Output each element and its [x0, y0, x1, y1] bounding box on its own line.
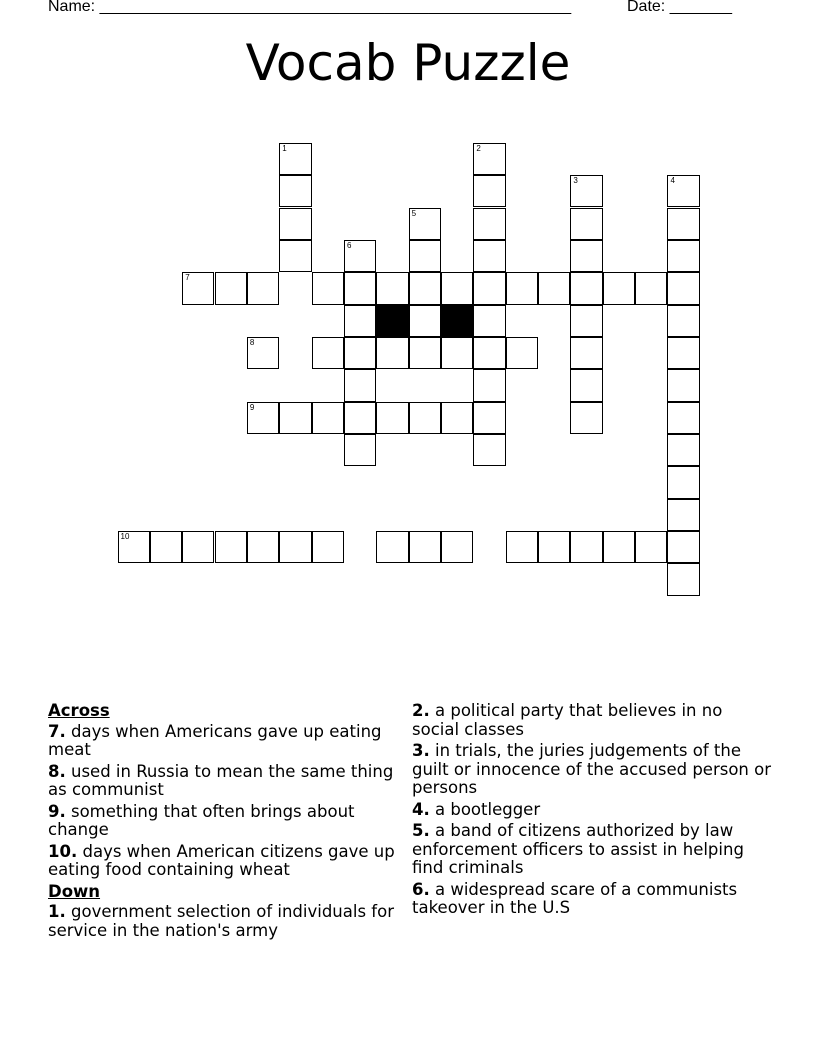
clue-number: 7	[185, 273, 190, 283]
grid-cell[interactable]	[376, 337, 408, 369]
name-field-label: Name: _____________________________________________________	[48, 0, 572, 15]
grid-cell[interactable]	[279, 208, 311, 240]
grid-cell[interactable]	[247, 531, 279, 563]
date-field-label: Date: _______	[627, 0, 732, 15]
across-clue	[48, 803, 398, 840]
clue-number-label: 8.	[48, 761, 66, 781]
grid-cell[interactable]	[570, 240, 602, 272]
grid-cell[interactable]	[247, 402, 279, 434]
grid-cell[interactable]	[279, 240, 311, 272]
clue-number-label: 2.	[412, 701, 430, 720]
clue-number: 1	[282, 143, 287, 153]
grid-cell[interactable]	[667, 175, 699, 207]
grid-cell[interactable]	[570, 175, 602, 207]
grid-cell[interactable]	[409, 240, 441, 272]
down-clue	[412, 801, 772, 820]
grid-cell[interactable]	[667, 240, 699, 272]
clues-right-column	[412, 702, 772, 921]
grid-cell[interactable]	[409, 402, 441, 434]
grid-cell[interactable]	[667, 402, 699, 434]
clue-number: 4	[670, 176, 675, 186]
grid-cell[interactable]	[635, 531, 667, 563]
across-clue	[48, 843, 398, 880]
grid-cell[interactable]	[247, 272, 279, 304]
grid-cell[interactable]	[635, 272, 667, 304]
grid-cell[interactable]	[441, 272, 473, 304]
down-clue	[412, 822, 772, 878]
clues-left-column	[48, 702, 398, 943]
grid-cell[interactable]	[441, 531, 473, 563]
black-cell	[376, 305, 408, 337]
grid-cell[interactable]	[344, 402, 376, 434]
grid-cell[interactable]	[473, 337, 505, 369]
grid-cell[interactable]	[409, 531, 441, 563]
grid-cell[interactable]	[506, 337, 538, 369]
grid-cell[interactable]	[376, 272, 408, 304]
clue-number: 10	[120, 532, 130, 542]
clue-number-label: 7.	[48, 721, 66, 741]
grid-cell[interactable]	[409, 272, 441, 304]
grid-cell[interactable]	[473, 369, 505, 401]
clue-text: a bootlegger	[429, 799, 541, 819]
grid-cell[interactable]	[344, 337, 376, 369]
grid-cell[interactable]	[667, 531, 699, 563]
clue-text: days when American citizens gave up eating food containing wheat	[48, 841, 395, 879]
grid-cell[interactable]	[344, 240, 376, 272]
clue-text: used in Russia to mean the same thing as communist	[48, 761, 394, 799]
grid-cell[interactable]	[312, 337, 344, 369]
grid-cell[interactable]	[570, 272, 602, 304]
grid-cell[interactable]	[538, 272, 570, 304]
grid-cell[interactable]	[570, 402, 602, 434]
grid-cell[interactable]	[279, 531, 311, 563]
page-title: Vocab Puzzle	[245, 34, 571, 92]
grid-cell[interactable]	[506, 531, 538, 563]
grid-cell[interactable]	[667, 337, 699, 369]
grid-cell[interactable]	[506, 272, 538, 304]
grid-cell[interactable]	[473, 143, 505, 175]
grid-cell[interactable]	[603, 272, 635, 304]
down-clue	[48, 903, 398, 940]
grid-cell[interactable]	[667, 272, 699, 304]
grid-cell[interactable]	[215, 531, 247, 563]
clue-number-label: 10.	[48, 841, 78, 861]
clue-text: a political party that believes in no social classes	[412, 701, 723, 739]
grid-cell[interactable]	[667, 434, 699, 466]
clue-text: in trials, the juries judgements of the guilt or innocence of the accused person or persons	[412, 741, 772, 797]
grid-cell[interactable]	[409, 337, 441, 369]
grid-cell[interactable]	[409, 208, 441, 240]
grid-cell[interactable]	[473, 175, 505, 207]
grid-cell[interactable]	[473, 402, 505, 434]
clue-number-label: 6.	[412, 879, 430, 899]
clue-number: 9	[249, 402, 255, 412]
grid-cell[interactable]	[570, 531, 602, 563]
clue-text: a widespread scare of a communists takeover in the U.S	[412, 879, 738, 917]
grid-cell[interactable]	[667, 208, 699, 240]
grid-cell[interactable]	[473, 208, 505, 240]
grid-cell[interactable]	[570, 337, 602, 369]
clue-text: days when Americans gave up eating meat	[48, 721, 382, 759]
clue-number-label: 3.	[412, 741, 430, 760]
down-clue	[412, 742, 772, 798]
clue-number-label: 4.	[412, 799, 430, 819]
grid-cell[interactable]	[441, 337, 473, 369]
grid-cell[interactable]	[667, 305, 699, 337]
grid-cell[interactable]	[279, 175, 311, 207]
grid-cell[interactable]	[215, 272, 247, 304]
down-clue-list-left	[48, 903, 398, 940]
black-cell	[441, 305, 473, 337]
clue-text: a band of citizens authorized by law enforcement officers to assist in helping find criminals	[412, 821, 744, 877]
grid-cell[interactable]	[409, 305, 441, 337]
across-heading: Across	[48, 701, 110, 720]
down-clue-list-right	[412, 702, 772, 918]
grid-cell[interactable]	[279, 402, 311, 434]
clue-number: 2	[476, 143, 481, 153]
grid-cell[interactable]	[667, 466, 699, 498]
clue-text: something that often brings about change	[48, 801, 355, 839]
grid-cell[interactable]	[667, 563, 699, 595]
grid-cell[interactable]	[344, 272, 376, 304]
grid-cell[interactable]	[150, 531, 182, 563]
grid-cell[interactable]	[570, 305, 602, 337]
grid-cell[interactable]	[473, 240, 505, 272]
grid-cell[interactable]	[312, 402, 344, 434]
grid-cell[interactable]	[570, 369, 602, 401]
grid-cell[interactable]	[473, 272, 505, 304]
clue-text: government selection of individuals for service in the nation's army	[48, 902, 394, 940]
grid-cell[interactable]	[667, 499, 699, 531]
clue-number: 5	[411, 208, 417, 218]
clue-number-label: 9.	[48, 801, 66, 821]
grid-cell[interactable]	[376, 402, 408, 434]
grid-cell[interactable]	[441, 402, 473, 434]
grid-cell[interactable]	[182, 272, 214, 304]
down-clue	[412, 881, 772, 918]
grid-cell[interactable]	[473, 434, 505, 466]
grid-cell[interactable]	[538, 531, 570, 563]
grid-cell[interactable]	[344, 369, 376, 401]
grid-cell[interactable]	[312, 531, 344, 563]
across-clue-list	[48, 723, 398, 880]
grid-cell[interactable]	[344, 434, 376, 466]
grid-cell[interactable]	[118, 531, 150, 563]
grid-cell[interactable]	[570, 208, 602, 240]
clue-number: 6	[346, 240, 352, 250]
grid-cell[interactable]	[667, 369, 699, 401]
grid-cell[interactable]	[312, 272, 344, 304]
grid-cell[interactable]	[279, 143, 311, 175]
clue-number: 8	[249, 337, 255, 347]
grid-cell[interactable]	[344, 305, 376, 337]
down-heading: Down	[48, 881, 101, 901]
grid-cell[interactable]	[247, 337, 279, 369]
clue-number: 3	[573, 176, 578, 186]
clue-number-label: 5.	[412, 821, 430, 840]
clue-number-label: 1.	[48, 902, 66, 921]
grid-cell[interactable]	[603, 531, 635, 563]
across-clue	[48, 763, 398, 800]
grid-cell[interactable]	[376, 531, 408, 563]
down-clue	[412, 702, 772, 739]
across-clue	[48, 723, 398, 760]
grid-cell[interactable]	[182, 531, 214, 563]
grid-cell[interactable]	[473, 305, 505, 337]
